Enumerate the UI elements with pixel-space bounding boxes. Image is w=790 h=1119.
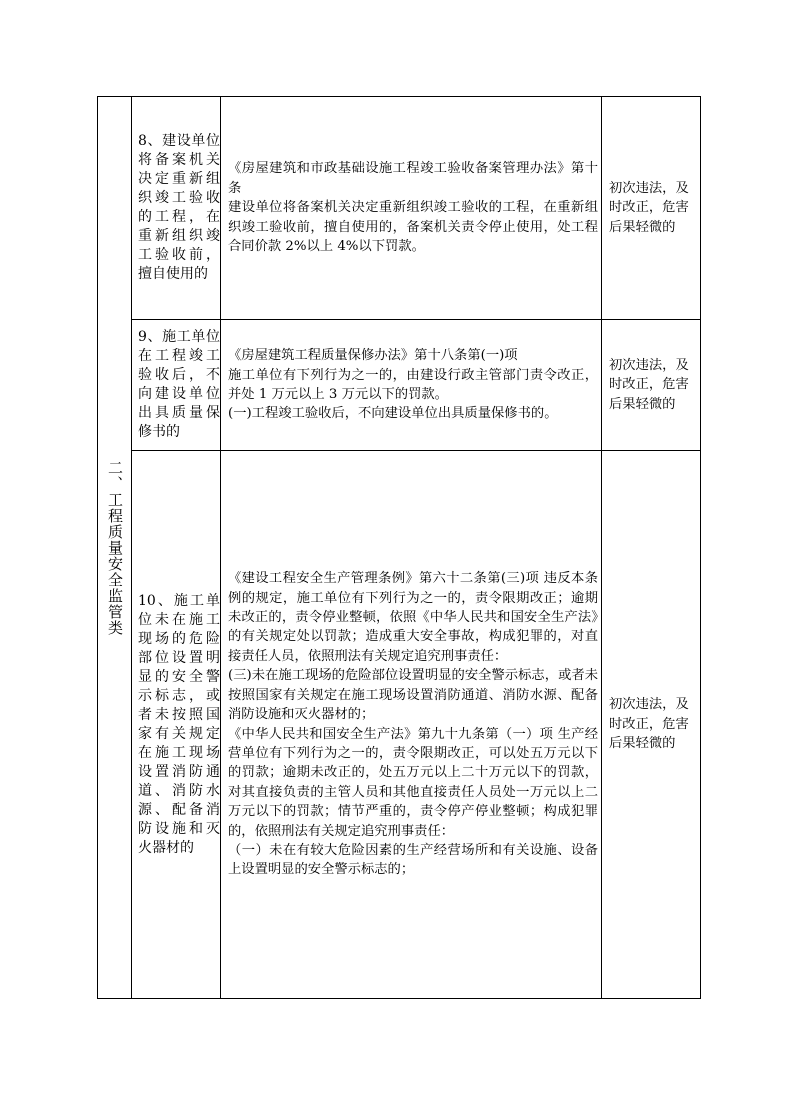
item-cell: [132, 320, 221, 451]
legal-basis-text: [221, 346, 601, 424]
condition-text: 初次违法，及时改正，危害后果轻微的: [609, 697, 689, 752]
condition-cell: [602, 451, 701, 999]
legal-basis-cell: [221, 451, 602, 999]
item-cell: [132, 451, 221, 999]
legal-basis-paragraph: 《中华人民共和国安全生产法》第九十九条第（一）项 生产经营单位有下列行为之一的，责令限期改正，可以处五万元以下的罚款；逾期未改正的，处五万元以上二十万元以下的罚款，对其直接负责的主管人员和其他直接责任人员处一万元以上二万元以下的罚款；情节严重的，责令停产停业整顿；构成犯罪的，依照刑法有关规定追究刑事责任：: [228, 726, 598, 839]
legal-basis-paragraph: 《房屋建筑工程质量保修办法》第十八条第(一)项: [228, 348, 518, 364]
legal-basis-cell: [221, 97, 602, 320]
table-row: [98, 97, 701, 320]
legal-basis-paragraph: （一）未在有较大危险因素的生产经营场所和有关设施、设备上设置明显的安全警示标志的；: [228, 842, 598, 878]
legal-basis-paragraph: 《建设工程安全生产管理条例》第六十二条第(三)项 违反本条例的规定，施工单位有下列行为之一的，责令限期改正；逾期未改正的，责令停业整顿，依照《中华人民共和国安全生产法》的有关规定处以罚款；造成重大安全事故，构成犯罪的，对直接责任人员，依照刑法有关规定追究刑事责任：: [228, 571, 598, 664]
item-description: 10、施工单位未在施工现场的危险部位设置明显的安全警示标志，或者未按照国家有关规定在施工现场设置消防通道、消防水源、配备消防设施和灭火器材的: [138, 592, 220, 856]
item-description: 9、施工单位在工程竣工验收后，不向建设单位出具质量保修书的: [138, 329, 220, 440]
condition-cell: [602, 320, 701, 451]
legal-basis-cell: [221, 320, 602, 451]
legal-basis-paragraph: (三)未在施工现场的危险部位设置明显的安全警示标志，或者未按照国家有关规定在施工现场设置消防通道、消防水源、配备消防设施和灭火器材的；: [228, 668, 598, 723]
regulation-table: [97, 96, 701, 999]
item-cell: [132, 97, 221, 320]
legal-basis-paragraph: (一)工程竣工验收后，不向建设单位出具质量保修书的。: [228, 406, 558, 422]
condition-cell: [602, 97, 701, 320]
category-cell: [98, 97, 132, 999]
condition-text: 初次违法，及时改正，危害后果轻微的: [609, 180, 689, 235]
table-row: [98, 320, 701, 451]
table-row: [98, 451, 701, 999]
category-label: 二、工程质量安全监管类: [106, 459, 124, 636]
legal-basis-text: [221, 569, 601, 880]
legal-basis-paragraph: 建设单位将备案机关决定重新组织竣工验收的工程，在重新组织竣工验收前，擅自使用的，备案机关责令停止使用，处工程合同价款 2%以上 4%以下罚款。: [228, 200, 598, 255]
legal-basis-paragraph: 《房屋建筑和市政基础设施工程竣工验收备案管理办法》第十条: [228, 161, 598, 196]
condition-text: 初次违法，及时改正，危害后果轻微的: [609, 357, 689, 412]
item-description: 8、建设单位将备案机关决定重新组织竣工验收的工程，在重新组织竣工验收前，擅自使用的: [138, 133, 220, 282]
legal-basis-paragraph: 施工单位有下列行为之一的，由建设行政主管部门责令改正，并处 1 万元以上 3 万元以下的罚款。: [228, 367, 598, 402]
legal-basis-text: [221, 159, 601, 256]
